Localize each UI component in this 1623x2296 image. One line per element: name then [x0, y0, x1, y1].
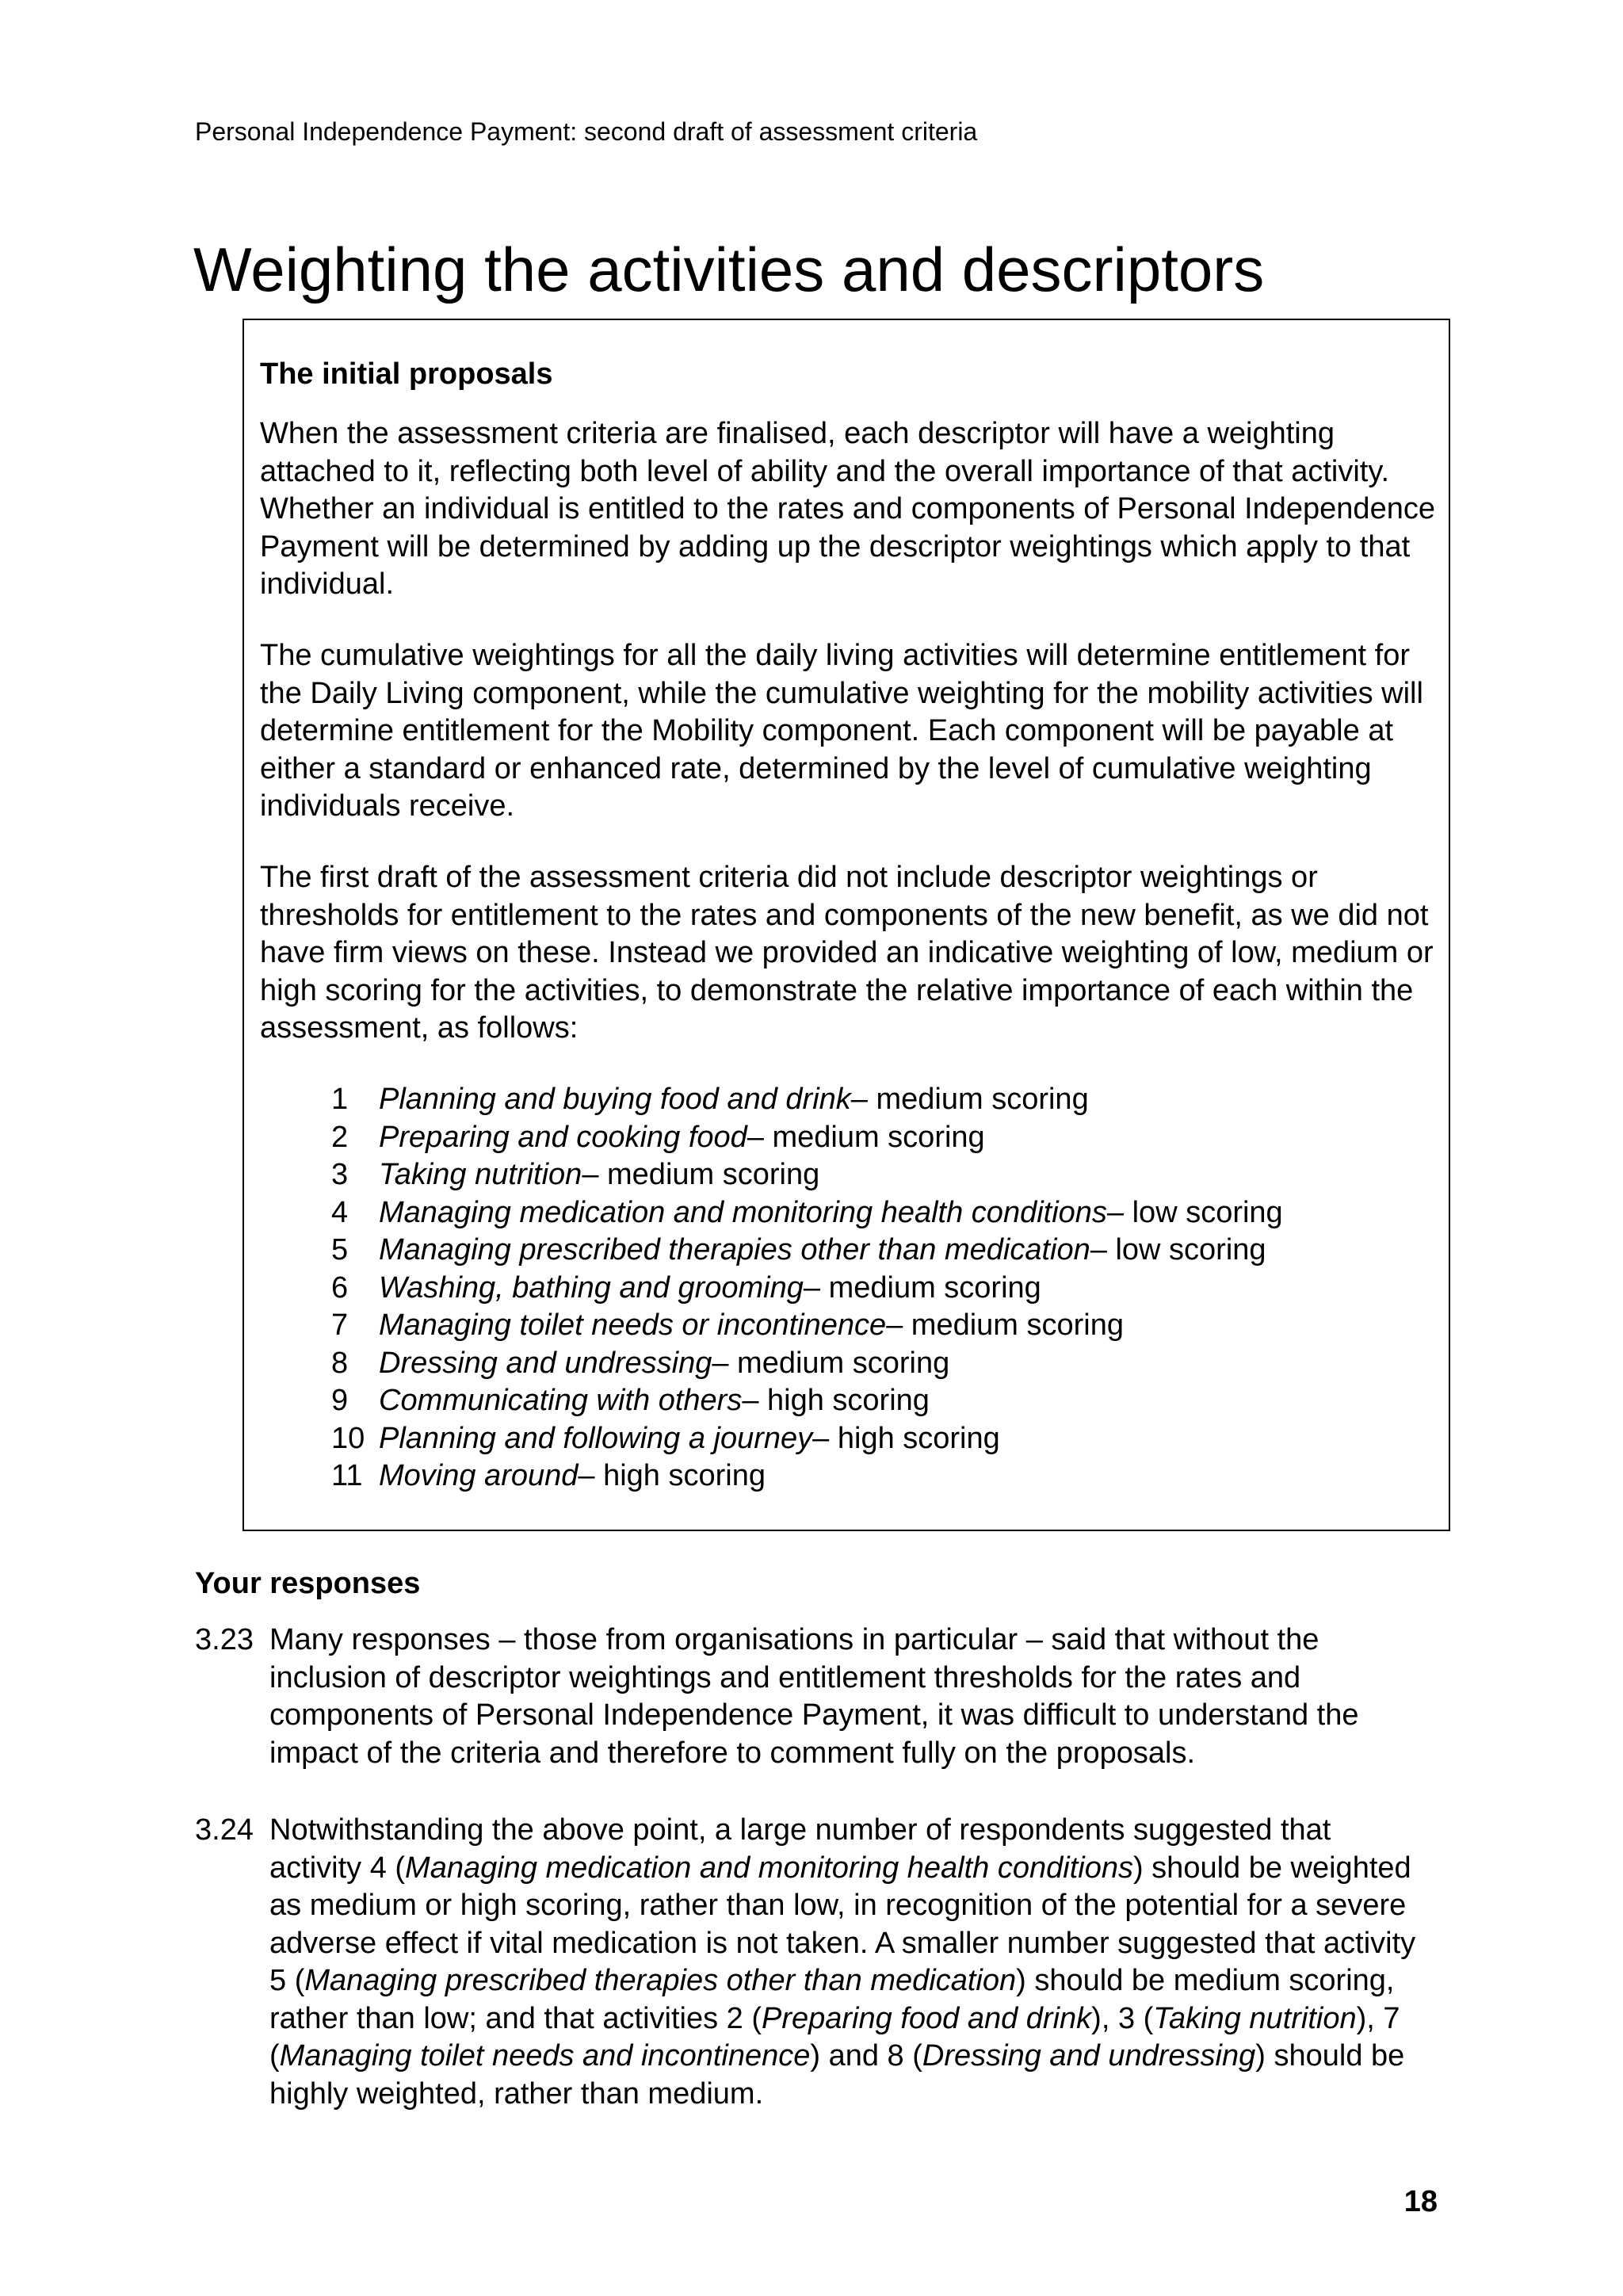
activity-name: Communicating with others	[379, 1384, 743, 1417]
list-item	[331, 1420, 1283, 1458]
paragraph-number: 3.23	[195, 1623, 254, 1656]
activity-scoring: – low scoring	[1106, 1195, 1283, 1229]
list-item	[331, 1081, 1283, 1119]
activity-scoring: – medium scoring	[850, 1083, 1089, 1116]
activity-scoring: – medium scoring	[712, 1346, 950, 1380]
proposals-paragraph-2: The cumulative weightings for all the daily living activities will determine entitlement for the Daily Living component, while the cumulative weighting for the mobility activities will determine entitlement for the Mobility component. Each component will be payable at either a standard or enhanced rate, determined by the level of cumulative weighting individuals receive.	[260, 639, 1423, 823]
activity-scoring: – low scoring	[1090, 1233, 1266, 1266]
italic-activity-name: Managing medication and monitoring health conditions	[405, 1851, 1133, 1885]
italic-activity-name: Dressing and undressing	[922, 2039, 1256, 2073]
activity-scoring: – medium scoring	[582, 1158, 820, 1191]
list-item	[331, 1156, 1283, 1194]
activity-number: 2	[331, 1120, 349, 1154]
proposals-heading: The initial proposals	[260, 357, 553, 391]
activity-number: 11	[331, 1459, 363, 1492]
italic-activity-name: Managing toilet needs and incontinence	[279, 2039, 811, 2073]
list-item	[331, 1270, 1283, 1308]
your-responses-heading: Your responses	[195, 1567, 421, 1600]
activity-name: Preparing and cooking food	[379, 1120, 747, 1154]
list-item	[331, 1194, 1283, 1232]
italic-activity-name: Taking nutrition	[1153, 2001, 1357, 2035]
text-run: ) and 8 (	[810, 2039, 922, 2073]
response-paragraph-3-23	[195, 1622, 1431, 1772]
activity-name: Managing medication and monitoring health conditions	[379, 1195, 1107, 1229]
italic-activity-name: Managing prescribed therapies other than medication	[304, 1964, 1017, 1997]
italic-activity-name: Preparing food and drink	[762, 2001, 1092, 2035]
paragraph-number: 3.24	[195, 1813, 254, 1847]
text-run: ) should be weighted as medium or high scoring, rather than low, in recognition of the potential for a severe adverse effect if vital medication is not taken. A smaller number suggested that activity 5 (	[269, 1851, 1416, 1997]
activity-number: 6	[331, 1270, 349, 1305]
text-run: ) should be medium scoring, rather than low; and that activities 2 (	[269, 1964, 1395, 2035]
text-run: ), 3 (	[1091, 2001, 1154, 2035]
text-run: ) should be highly weighted, rather than medium.	[269, 2039, 1405, 2111]
activity-number: 9	[331, 1384, 349, 1417]
activity-scoring: – medium scoring	[803, 1270, 1041, 1305]
activity-number: 5	[331, 1233, 349, 1266]
activity-name: Managing toilet needs or incontinence	[379, 1308, 887, 1342]
activity-list	[331, 1081, 1283, 1496]
activity-name: Planning and buying food and drink	[379, 1083, 851, 1116]
activity-number: 8	[331, 1346, 349, 1380]
activity-scoring: – medium scoring	[747, 1120, 985, 1154]
activity-number: 1	[331, 1083, 349, 1116]
activity-name: Managing prescribed therapies other than medication	[379, 1233, 1090, 1266]
text-run: ), 7 (	[269, 2001, 1400, 2073]
activity-name: Planning and following a journey	[379, 1421, 813, 1455]
list-item	[331, 1382, 1283, 1420]
activity-number: 3	[331, 1158, 349, 1191]
page-title: Weighting the activities and descriptors	[193, 235, 1265, 304]
activity-name: Moving around	[379, 1459, 579, 1492]
activity-number: 4	[331, 1195, 349, 1229]
activity-scoring: – high scoring	[742, 1384, 930, 1417]
list-item	[331, 1345, 1283, 1383]
text-run: Notwithstanding the above point, a large number of respondents suggested that activity 4 (	[269, 1813, 1331, 1885]
list-item	[331, 1232, 1283, 1270]
list-item	[331, 1457, 1283, 1496]
activity-scoring: – medium scoring	[886, 1308, 1125, 1342]
paragraph-text: Many responses – those from organisations in particular – said that without the inclusion of descriptor weightings and entitlement thresholds for the rates and components of Personal Independence Payment, it was difficult to understand the impact of the criteria and therefore to comment fully on the proposals.	[269, 1623, 1359, 1770]
activity-number: 7	[331, 1308, 349, 1342]
initial-proposals-box	[242, 319, 1450, 1531]
proposals-paragraph-3: The first draft of the assessment criteria did not include descriptor weightings or thresholds for entitlement to the rates and components of the new benefit, as we did not have firm views on these. Instead we provided an indicative weighting of low, medium or high scoring for the activities, to demonstrate the relative importance of each within the assessment, as follows:	[260, 861, 1434, 1045]
page-number: 18	[1403, 2185, 1438, 2218]
activity-number: 10	[331, 1421, 365, 1455]
activity-name: Dressing and undressing	[379, 1346, 712, 1380]
response-paragraph-3-24	[195, 1812, 1431, 2113]
list-item	[331, 1307, 1283, 1345]
activity-scoring: – high scoring	[578, 1459, 766, 1492]
paragraph-text	[269, 1812, 1431, 2113]
activity-scoring: – high scoring	[812, 1421, 1000, 1455]
activity-name: Washing, bathing and grooming	[379, 1270, 804, 1305]
activity-name: Taking nutrition	[379, 1158, 582, 1191]
running-header: Personal Independence Payment: second draft of assessment criteria	[195, 117, 978, 146]
proposals-paragraph-1: When the assessment criteria are finalised, each descriptor will have a weighting attached to it, reflecting both level of ability and the overall importance of that activity. Whether an individual is entitled to the rates and components of Personal Independence Payment will be determined by adding up the descriptor weightings which apply to that individual.	[260, 417, 1435, 601]
list-item	[331, 1119, 1283, 1157]
